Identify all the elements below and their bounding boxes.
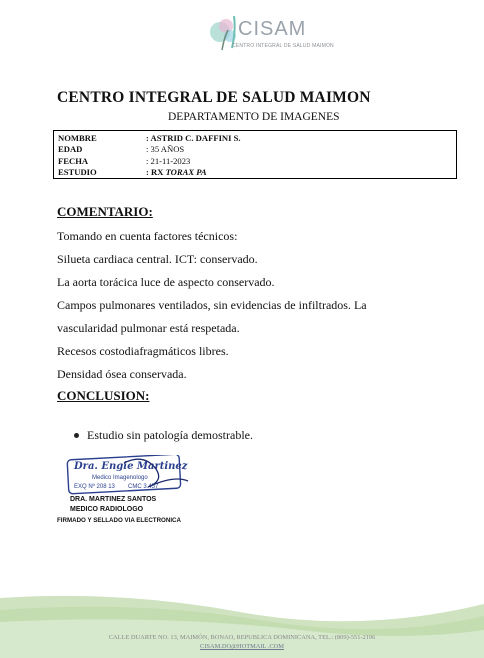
signed-note: FIRMADO Y SELLADO VIA ELECTRONICA xyxy=(57,517,181,524)
page-title: CENTRO INTEGRAL DE SALUD MAIMON xyxy=(57,89,371,106)
doctor-stamp xyxy=(64,455,194,495)
bullet-icon xyxy=(74,433,79,438)
fecha-value: : 21-11-2023 xyxy=(146,156,191,166)
conclusion-item: Estudio sin patología demostrable. xyxy=(87,428,253,442)
nombre-value: : ASTRID C. DAFFINI S. xyxy=(146,133,241,143)
conclusion-heading: CONCLUSION: xyxy=(57,388,150,403)
stamp-role: Medico Imagenologo xyxy=(92,475,148,481)
stamp-name: Dra. Engie Martinez xyxy=(74,461,188,472)
nombre-label: NOMBRE xyxy=(58,133,97,143)
estudio-label: ESTUDIO xyxy=(58,167,97,177)
doctor-title: MEDICO RADIOLOGO xyxy=(70,506,144,513)
fecha-label: FECHA xyxy=(58,156,89,166)
edad-value: : 35 AÑOS xyxy=(146,144,185,154)
estudio-value: : RX TORAX PA xyxy=(146,167,207,177)
comentario-line: La aorta torácica luce de aspecto conservado. xyxy=(57,275,275,289)
edad-label: EDAD xyxy=(58,144,83,154)
comentario-line: Tomando en cuenta factores técnicos: xyxy=(57,229,238,243)
comentario-line: Densidad ósea conservada. xyxy=(57,367,187,381)
comentario-line: Campos pulmonares ventilados, sin evidencias de infiltrados. La xyxy=(57,298,367,312)
doctor-name: DRA. MARTINEZ SANTOS xyxy=(70,496,157,503)
department-title: DEPARTAMENTO DE IMAGENES xyxy=(168,111,340,123)
footer-email-link[interactable]: CISAM.DO@HOTMAIL .COM xyxy=(200,643,284,650)
stamp-cmd: CMC 3.457 xyxy=(128,484,159,490)
stamp-exq: EXQ Nº 208 13 xyxy=(74,484,115,490)
footer-address: CALLE DUARTE NO. 13, MAIMÓN, BONAO, REPUBLICA DOMINICANA, TEL.: (809)-551-2196 xyxy=(108,634,376,641)
logo-brand-text: CISAM xyxy=(238,18,307,40)
comentario-line: vascularidad pulmonar está respetada. xyxy=(57,321,240,335)
comentario-line: Silueta cardiaca central. ICT: conservado. xyxy=(57,252,258,266)
patient-info-box xyxy=(53,130,457,179)
comentario-heading: COMENTARIO: xyxy=(57,204,153,219)
comentario-line: Recesos costodiafragmáticos libres. xyxy=(57,344,229,358)
logo-subtitle: CENTRO INTEGRAL DE SALUD MAIMON xyxy=(232,43,334,49)
